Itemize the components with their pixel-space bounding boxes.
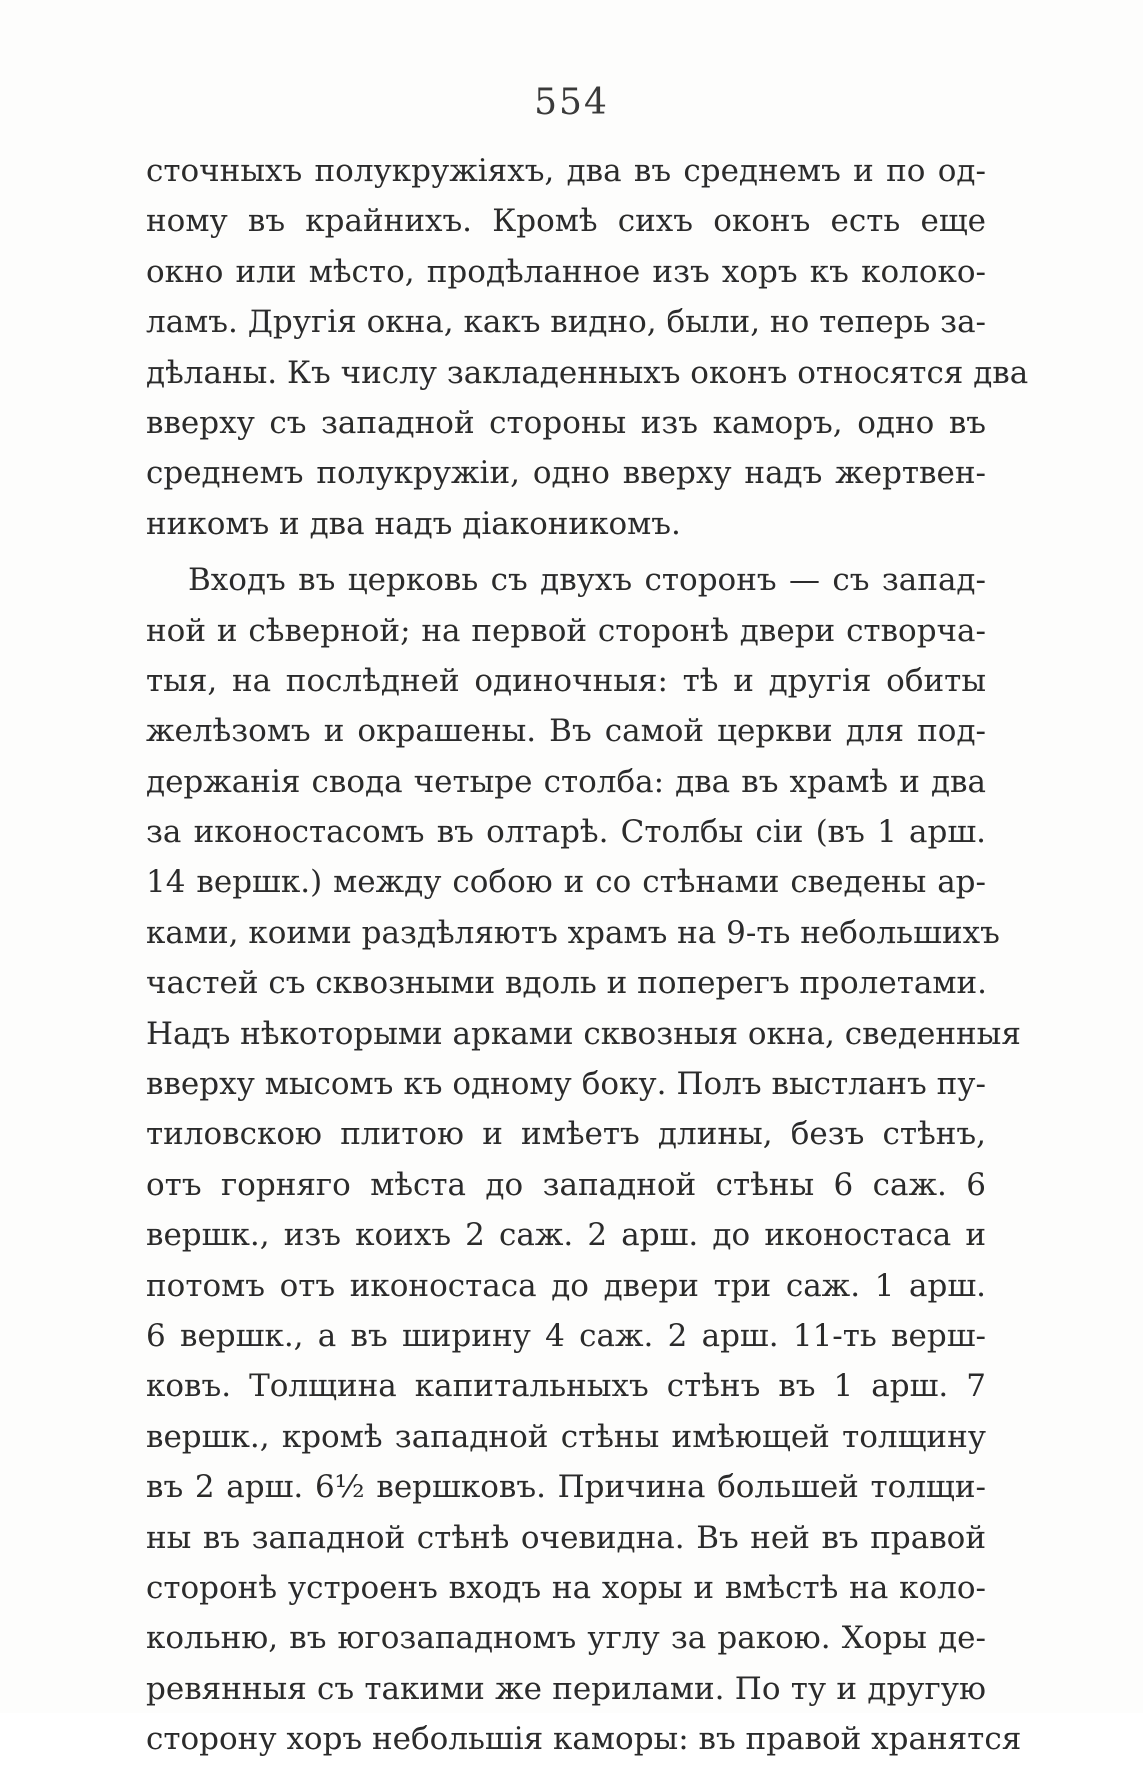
text-line: кольню, въ югозападномъ углу за ракою. Хоры де- — [146, 1620, 986, 1657]
text-line: ной и сѣверной; на первой сторонѣ двери створча- — [146, 612, 986, 649]
text-line: въ 2 арш. 6½ вершковъ. Причина большей толщи- — [146, 1469, 986, 1506]
paragraph-2 — [146, 555, 1022, 1764]
text-line: Надъ нѣкоторыми арками сквозныя окна, сведенныя — [146, 1015, 1021, 1052]
text-line: дѣланы. Къ числу закладенныхъ оконъ относятся два — [146, 354, 1029, 391]
text-line: окно или мѣсто, продѣланное изъ хоръ къ колоко- — [146, 253, 986, 290]
page-number: 554 — [534, 82, 609, 123]
text-line: среднемъ полукружіи, одно вверху надъ жертвен- — [146, 455, 986, 492]
text-line: 14 вершк.) между собою и со стѣнами сведены ар- — [146, 864, 986, 901]
text-line: ковъ. Толщина капитальныхъ стѣнъ въ 1 арш. 7 — [146, 1368, 986, 1405]
text-line: вершк., изъ коихъ 2 саж. 2 арш. до иконостаса и — [146, 1217, 986, 1254]
text-line: ламъ. Другія окна, какъ видно, были, но теперь за- — [146, 304, 987, 341]
text-line: тыя, на послѣдней одиночныя: тѣ и другія обиты — [146, 662, 986, 699]
text-line: сторонѣ устроенъ входъ на хоры и вмѣстѣ на коло- — [146, 1569, 986, 1606]
text-line: ками, коими раздѣляютъ храмъ на 9-ть небольшихъ — [146, 914, 1000, 951]
text-line: частей съ сквозными вдоль и поперегъ пролетами. — [146, 965, 987, 1002]
text-line: ному въ крайнихъ. Кромѣ сихъ оконъ есть еще — [146, 203, 986, 240]
body-text — [146, 146, 1029, 1765]
text-line: вверху съ западной стороны изъ каморъ, одно въ — [146, 404, 986, 441]
text-line: тиловскою плитою и имѣетъ длины, безъ стѣнъ, — [146, 1116, 986, 1153]
text-line: сточныхъ полукружіяхъ, два въ среднемъ и по од- — [146, 153, 986, 189]
text-line: сторону хоръ небольшія каморы: въ правой хранятся — [146, 1721, 1022, 1758]
text-line: вершк., кромѣ западной стѣны имѣющей толщину — [146, 1418, 986, 1455]
text-line: ревянныя съ такими же перилами. По ту и другую — [146, 1670, 986, 1707]
text-line: вверху мысомъ къ одному боку. Полъ выстланъ пу- — [146, 1066, 986, 1103]
paragraph-1 — [146, 146, 1029, 549]
text-line: 6 вершк., а въ ширину 4 саж. 2 арш. 11-ть верш- — [146, 1317, 986, 1354]
text-line: держанія свода четыре столба: два въ храмѣ и два — [146, 763, 986, 800]
text-line: отъ горняго мѣста до западной стѣны 6 саж. 6 — [146, 1166, 986, 1203]
text-line: потомъ отъ иконостаса до двери три саж. 1 арш. — [146, 1267, 986, 1304]
text-line: ны въ западной стѣнѣ очевидна. Въ ней въ правой — [146, 1519, 986, 1556]
text-line: никомъ и два надъ діаконикомъ. — [146, 505, 681, 542]
text-line: за иконостасомъ въ олтарѣ. Столбы сіи (въ 1 арш. — [146, 814, 986, 851]
text-line: желѣзомъ и окрашены. Въ самой церкви для под- — [146, 713, 986, 750]
text-line: Входъ въ церковь съ двухъ сторонъ — съ запад- — [188, 562, 986, 599]
